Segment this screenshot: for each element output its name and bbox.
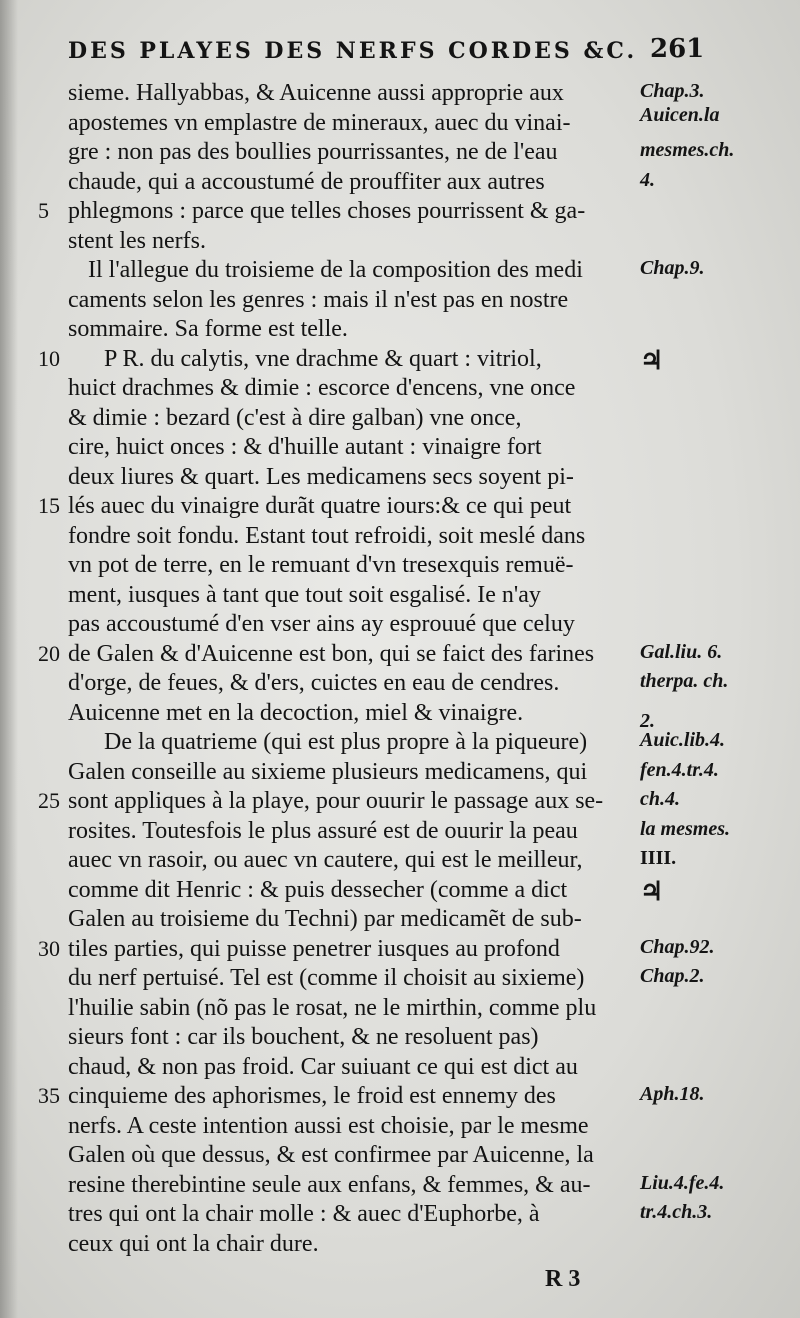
line-number: 35	[38, 1083, 60, 1108]
margin-note: mesmes.ch.	[640, 139, 735, 161]
gutter-shadow	[0, 0, 18, 1318]
text-line: Il l'allegue du troisieme de la composition des medi	[88, 257, 583, 283]
line-number: 30	[38, 935, 60, 961]
text-line: d'orge, de feues, & d'ers, cuictes en eau de cendres.	[68, 670, 560, 696]
text-line: stent les nerfs.	[68, 227, 206, 254]
margin-note-jupiter-icon: ♃	[640, 876, 664, 906]
text-line: cire, huict onces : & d'huille autant : vinaigre fort	[68, 434, 542, 460]
text-line: phlegmons : parce que telles choses pourrissent & ga-	[68, 198, 586, 224]
text-line: comme dit Henric : & puis dessecher (comme a dict	[68, 876, 568, 903]
text-line: ceux qui ont la chair dure.	[68, 1230, 319, 1257]
text-line: Galen au troisieme du Techni) par medicamẽt de sub-	[68, 906, 582, 932]
text-line: Galen où que dessus, & est confirmee par Auicenne, la	[68, 1142, 594, 1168]
text-line: l'huilie sabin (nõ pas le rosat, ne le mirthin, comme plu	[68, 994, 597, 1021]
text-line: gre : non pas des boullies pourrissantes, ne de l'eau	[68, 139, 558, 165]
signature-mark: R 3	[545, 1266, 581, 1292]
margin-note: Chap.92.	[640, 935, 715, 958]
text-line: & dimie : bezard (c'est à dire galban) vne once,	[68, 404, 522, 431]
margin-note: Chap.2.	[640, 965, 705, 987]
margin-note: therpa. ch.	[640, 670, 729, 692]
text-line: vn pot de terre, en le remuant d'vn tresexquis remuë-	[68, 552, 574, 578]
line-number: 5	[38, 198, 49, 223]
margin-note: Chap.3.	[640, 80, 705, 102]
text-line: huict drachmes & dimie : escorce d'encens, vne once	[68, 375, 576, 401]
text-line: P R. du calytis, vne drachme & quart : vitriol,	[104, 345, 542, 372]
text-line: auec vn rasoir, ou auec vn cautere, qui est le meilleur,	[68, 847, 583, 873]
margin-note: 4.	[640, 168, 655, 191]
text-line: pas accoustumé d'en vser ains ay esprouué que celuy	[68, 611, 575, 637]
text-line: sieurs font : car ils bouchent, & ne resoluent pas)	[68, 1024, 539, 1050]
text-line: tres qui ont la chair molle : & auec d'Euphorbe, à	[68, 1201, 540, 1227]
text-line: du nerf pertuisé. Tel est (comme il choisit au sixieme)	[68, 965, 585, 991]
margin-note: la mesmes.	[640, 817, 730, 840]
text-line: sieme. Hallyabbas, & Auicenne aussi approprie aux	[68, 80, 564, 106]
margin-note: Gal.liu. 6.	[640, 640, 723, 663]
margin-note: Auic.lib.4.	[640, 729, 726, 751]
margin-note: tr.4.ch.3.	[640, 1201, 713, 1223]
margin-note: 2.	[640, 709, 655, 732]
text-line: deux liures & quart. Les medicamens secs soyent pi-	[68, 463, 574, 490]
text-line: tiles parties, qui puisse penetrer iusques au profond	[68, 935, 560, 962]
text-line: fondre soit fondu. Estant tout refroidi, soit meslé dans	[68, 522, 586, 549]
text-line: lés auec du vinaigre durãt quatre iours:& ce qui peut	[68, 493, 572, 519]
text-line: De la quatrieme (qui est plus propre à la piqueure)	[104, 729, 588, 755]
text-line: Galen conseille au sixieme plusieurs medicamens, qui	[68, 758, 588, 785]
line-number: 25	[38, 788, 60, 813]
text-line: resine therebintine seule aux enfans, & femmes, & au-	[68, 1171, 591, 1198]
text-line: nerfs. A ceste intention aussi est choisie, par le mesme	[68, 1112, 589, 1139]
margin-note: ch.4.	[640, 788, 680, 810]
text-line: de Galen & d'Auicenne est bon, qui se faict des farines	[68, 640, 595, 667]
text-line: rosites. Toutesfois le plus assuré est de ouurir la peau	[68, 817, 578, 844]
text-line: cinquieme des aphorismes, le froid est ennemy des	[68, 1083, 556, 1109]
margin-note: Auicen.la	[640, 103, 720, 126]
margin-note-jupiter-icon: ♃	[640, 345, 664, 375]
text-line: Auicenne met en la decoction, miel & vinaigre.	[68, 699, 524, 726]
line-number: 20	[38, 640, 60, 666]
text-line: chaude, qui a accoustumé de prouffiter aux autres	[68, 168, 545, 195]
margin-note: Aph.18.	[640, 1083, 705, 1105]
text-line: apostemes vn emplastre de mineraux, auec du vinai-	[68, 109, 571, 136]
text-line: sommaire. Sa forme est telle.	[68, 316, 348, 342]
margin-note: fen.4.tr.4.	[640, 758, 719, 781]
line-number: 15	[38, 493, 60, 518]
text-line: ment, iusques à tant que tout soit esgalisé. Ie n'ay	[68, 581, 541, 608]
line-number: 10	[38, 345, 60, 371]
margin-note: Chap.9.	[640, 257, 705, 279]
text-line: chaud, & non pas froid. Car suiuant ce qui est dict au	[68, 1053, 578, 1080]
margin-note: IIII.	[640, 847, 677, 869]
running-head: DES PLAYES DES NERFS CORDES &C.	[68, 38, 638, 64]
text-line: caments selon les genres : mais il n'est pas en nostre	[68, 286, 569, 313]
text-line: sont appliques à la playe, pour ouurir le passage aux se-	[68, 788, 604, 814]
page-number: 261	[650, 34, 705, 64]
margin-note: Liu.4.fe.4.	[640, 1171, 725, 1194]
